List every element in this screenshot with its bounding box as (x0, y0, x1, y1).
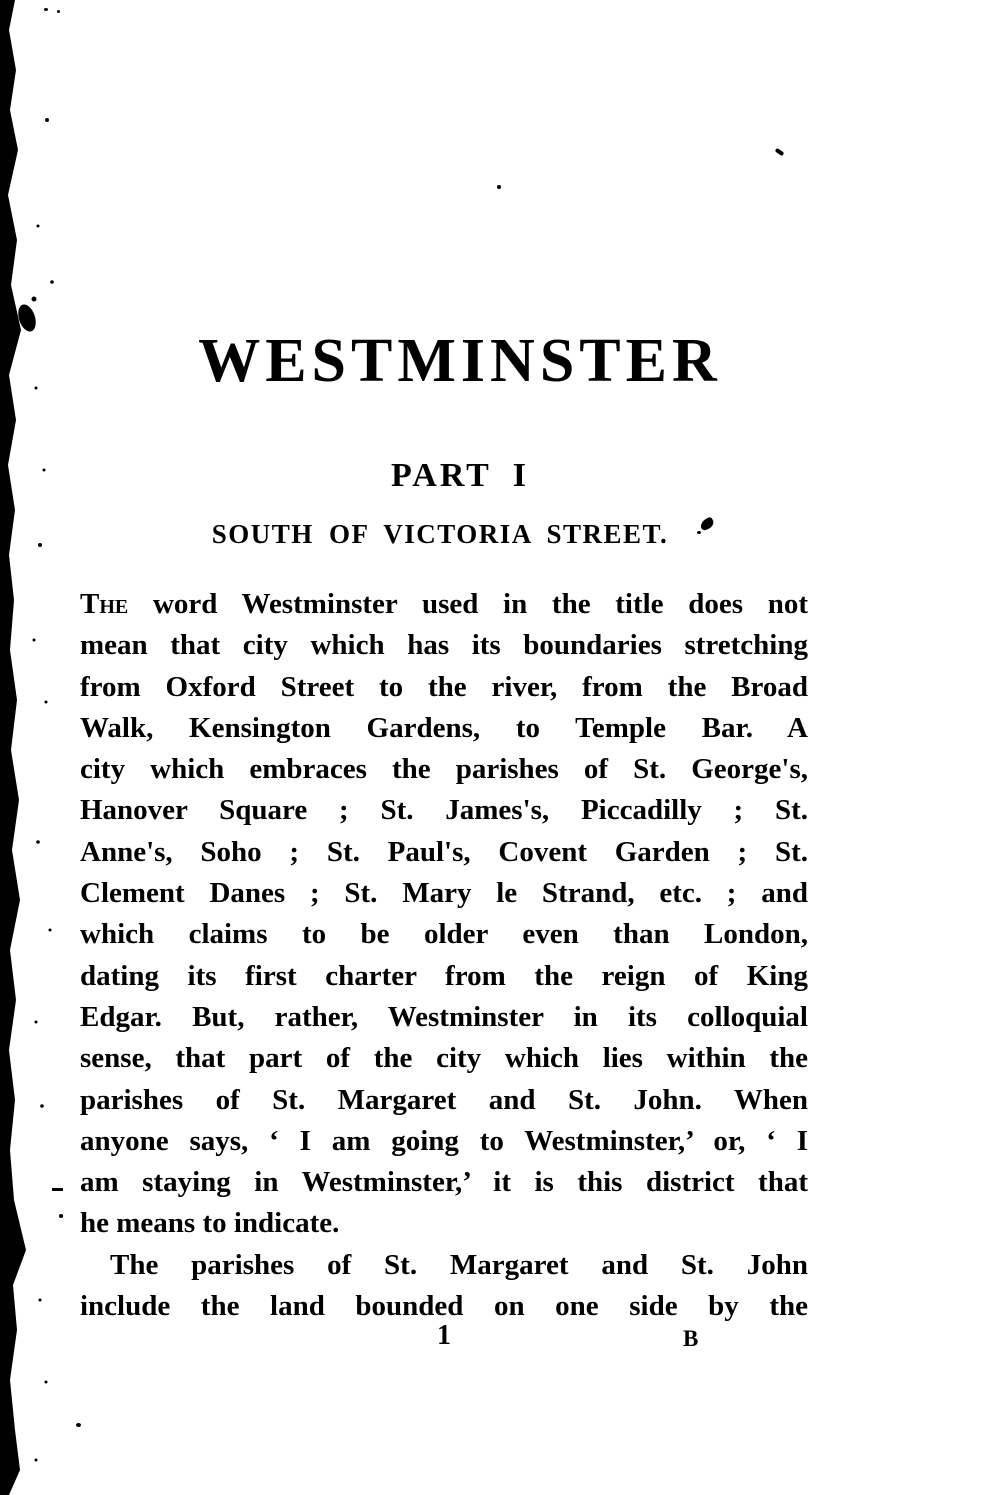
ink-speck (775, 148, 785, 156)
text-line: Anne's, Soho ; St. Paul's, Covent Garden ; St. (80, 835, 808, 868)
ink-speck (57, 10, 60, 13)
text-line: Walk, Kensington Gardens, to Temple Bar. A (80, 711, 808, 744)
text-line: dating its first charter from the reign of King (80, 959, 808, 992)
text-line: parishes of St. Margaret and St. John. When (80, 1083, 808, 1116)
text-line: The parishes of St. Margaret and St. John (110, 1248, 808, 1281)
paragraph (80, 1245, 808, 1328)
text-line: he means to indicate. (80, 1207, 340, 1240)
ink-speck (76, 1423, 81, 1427)
text-line: anyone says, ‘ I am going to Westminster,’ or, ‘ I (80, 1124, 808, 1157)
page-number: 1 (437, 1320, 451, 1351)
part-heading: PART I (391, 457, 529, 494)
signature-mark: B (683, 1326, 700, 1351)
lead-capital: T (80, 588, 100, 620)
ink-speck (697, 531, 701, 534)
text-line: city which embraces the parishes of St. George's, (80, 753, 808, 786)
ink-speck (52, 1188, 63, 1191)
paragraph (80, 584, 808, 1245)
ink-speck (497, 185, 501, 189)
line-text: word Westminster used in the title does not (152, 588, 808, 620)
text-line: include the land bounded on one side by the (80, 1290, 808, 1323)
body-text (80, 584, 808, 1327)
text-line: am staying in Westminster,’ it is this district that (80, 1166, 808, 1199)
text-line: mean that city which has its boundaries stretching (80, 629, 808, 662)
scan-edge-artifact (0, 0, 90, 1495)
ink-speck (59, 1214, 63, 1218)
ink-speck (44, 8, 48, 11)
text-line: which claims to be older even than London, (80, 918, 808, 951)
text-line: Hanover Square ; St. James's, Piccadilly ; St. (80, 794, 808, 827)
text-line: Edgar. But, rather, Westminster in its colloquial (80, 1000, 808, 1033)
section-heading: SOUTH OF VICTORIA STREET. (211, 519, 669, 549)
text-line (80, 584, 808, 625)
text-line: from Oxford Street to the river, from the Broad (80, 670, 808, 703)
text-line: Clement Danes ; St. Mary le Strand, etc. ; and (80, 877, 808, 910)
book-title: WESTMINSTER (198, 327, 722, 395)
page-footer (80, 1320, 808, 1365)
text-line: sense, that part of the city which lies within the (80, 1042, 808, 1075)
lead-small-caps: he (99, 588, 129, 620)
